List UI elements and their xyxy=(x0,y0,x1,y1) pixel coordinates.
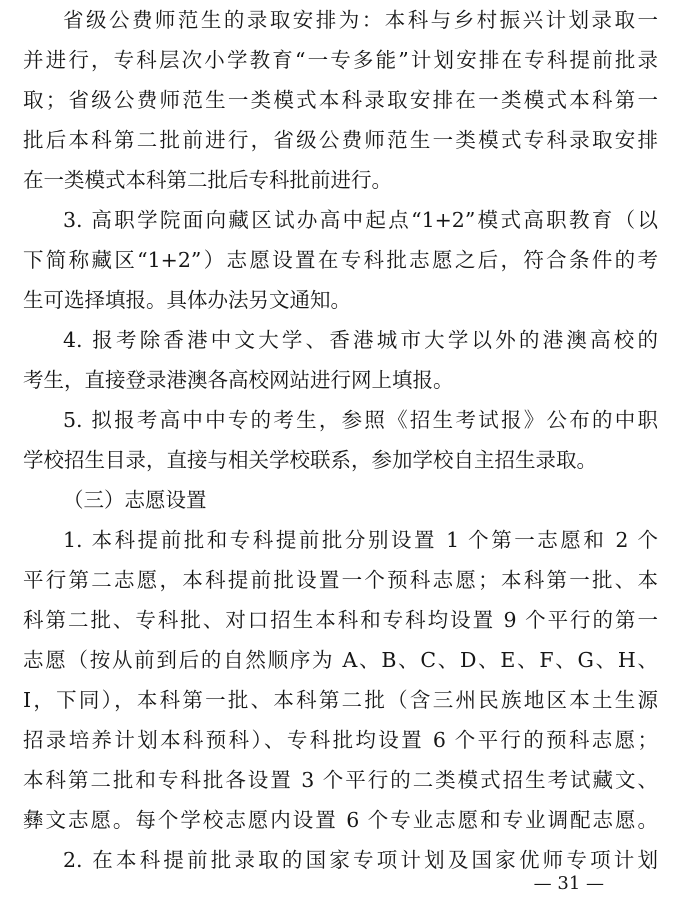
text-line: 4. 报考除香港中文大学、香港城市大学以外的港澳高校的 xyxy=(63,328,658,352)
text-line: 志愿（按从前到后的自然顺序为 A、B、C、D、E、F、G、H、 xyxy=(23,648,658,672)
text-line: 学校招生目录，直接与相关学校联系，参加学校自主招生录取。 xyxy=(23,448,597,472)
text-line: 1. 本科提前批和专科提前批分别设置 1 个第一志愿和 2 个 xyxy=(63,528,658,552)
text-line: 在一类模式本科第二批后专科批前进行。 xyxy=(23,168,392,192)
text-line: 本科第二批和专科批各设置 3 个平行的二类模式招生考试藏文、 xyxy=(23,768,658,792)
text-line: 生可选择填报。具体办法另文通知。 xyxy=(23,288,351,312)
text-line: 5. 拟报考高中中专的考生，参照《招生考试报》公布的中职 xyxy=(63,408,658,432)
text-line: 省级公费师范生的录取安排为：本科与乡村振兴计划录取一 xyxy=(63,8,658,32)
text-line: 彝文志愿。每个学校志愿内设置 6 个专业志愿和专业调配志愿。 xyxy=(23,808,658,832)
text-line: 2. 在本科提前批录取的国家专项计划及国家优师专项计划 xyxy=(63,848,658,872)
text-line: 取；省级公费师范生一类模式本科录取安排在一类模式本科第一 xyxy=(23,88,658,112)
page-number: — 31 — xyxy=(533,873,604,894)
text-line: 并进行，专科层次小学教育“一专多能”计划安排在专科提前批录 xyxy=(23,48,658,72)
text-line: I，下同），本科第一批、本科第二批（含三州民族地区本土生源 xyxy=(23,688,658,712)
text-line: 科第二批、专科批、对口招生本科和专科均设置 9 个平行的第一 xyxy=(23,608,658,632)
text-line: 批后本科第二批前进行，省级公费师范生一类模式专科录取安排 xyxy=(23,128,658,152)
section-heading: （三）志愿设置 xyxy=(63,488,207,512)
text-line: 下简称藏区“1+2”）志愿设置在专科批志愿之后，符合条件的考 xyxy=(23,248,658,272)
text-line: 3. 高职学院面向藏区试办高中起点“1+2”模式高职教育（以 xyxy=(63,208,658,232)
text-line: 考生，直接登录港澳各高校网站进行网上填报。 xyxy=(23,368,454,392)
text-line: 招录培养计划本科预科）、专科批均设置 6 个平行的预科志愿； xyxy=(23,728,658,752)
text-line: 平行第二志愿，本科提前批设置一个预科志愿；本科第一批、本 xyxy=(23,568,658,592)
